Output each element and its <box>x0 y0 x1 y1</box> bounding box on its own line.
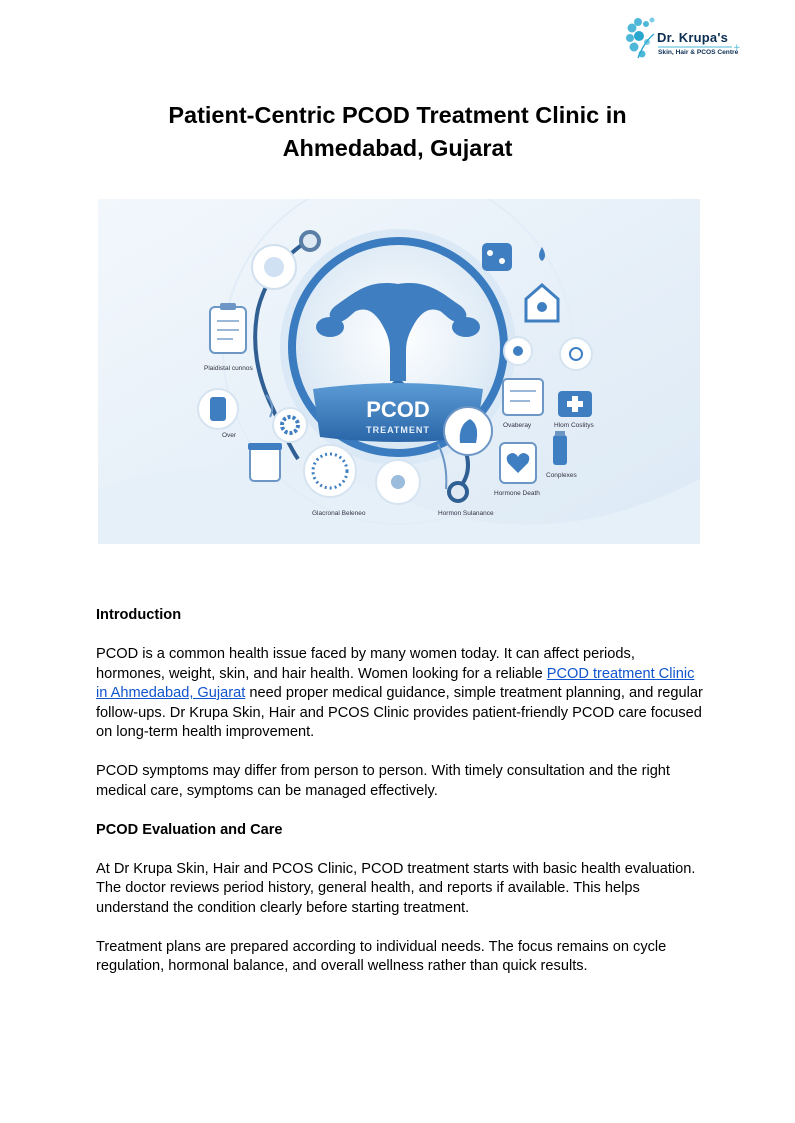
first-aid-kit-icon <box>558 391 592 417</box>
clipboard-icon <box>210 303 246 353</box>
hand-care-icon <box>376 460 420 504</box>
badge-sub-text: TREATMENT <box>366 425 430 435</box>
chart-circle-icon <box>252 245 296 289</box>
title-line-1: Patient-Centric PCOD Treatment Clinic in <box>168 102 627 128</box>
intro-paragraph-1 <box>96 645 706 743</box>
evaluation-paragraph-2: Treatment plans are prepared according to individual needs. The focus remains on cycle regulation, hormonal balance, and overall wellness rather than quick results. <box>96 938 667 974</box>
page-title <box>96 99 699 165</box>
intro-heading: Introduction <box>96 607 182 623</box>
clinic-logo <box>624 14 746 64</box>
label-left2: Over <box>222 432 237 439</box>
medicine-bottle-icon <box>198 389 238 429</box>
label-right2: Hlom Coslitys <box>554 422 594 429</box>
woman-profile-icon <box>444 407 492 455</box>
badge-main-text: PCOD <box>366 397 430 422</box>
evaluation-heading: PCOD Evaluation and Care <box>96 821 283 838</box>
label-left1: Plaidistal cunnos <box>204 365 253 372</box>
title-line-2: Ahmedabad, Gujarat <box>282 135 513 161</box>
article-body <box>96 606 706 996</box>
hormone-chart-icon <box>304 445 356 497</box>
label-right3: Hormone Death <box>494 490 540 497</box>
ovary-circle-icon <box>504 337 532 365</box>
pcod-clinic-link[interactable]: PCOD treatment Clinic in Ahmedabad, Gujarat <box>96 665 695 701</box>
label-bottom-mid: Hormon Sulanance <box>438 510 494 517</box>
label-bottom-left: Glacronal Beleneo <box>312 510 366 517</box>
intro-p1-text-before: PCOD is a common health issue faced by many women today. It can affect periods, hormones, weight, skin, and hair health. Women looking for a reliable <box>96 646 635 682</box>
evaluation-paragraph-1: At Dr Krupa Skin, Hair and PCOS Clinic, PCOD treatment starts with basic health evaluation. The doctor reviews period history, general health, and reports if available. This helps understand the condition clearly before starting treatment. <box>96 860 696 916</box>
heart-bag-icon <box>500 443 536 483</box>
label-right4: Conplexes <box>546 472 577 479</box>
pill-jar-icon <box>248 443 282 481</box>
logo-tagline: Skin, Hair & PCOS Centre <box>658 49 739 56</box>
pcod-treatment-illustration <box>98 199 700 544</box>
target-icon <box>560 338 592 370</box>
logo-name: Dr. Krupa's <box>657 30 729 45</box>
dna-icon <box>482 243 512 271</box>
label-right1: Ovaberay <box>503 422 532 429</box>
intro-p1-text-after: need proper medical guidance, simple treatment planning, and regular follow-ups. Dr Krupa Skin, Hair and PCOS Clinic provides patient-friendly PCOD care focused on long-term health improvement. <box>96 685 703 740</box>
checklist-icon <box>503 379 543 415</box>
gear-icon <box>273 408 307 442</box>
medicine-vial-icon <box>553 431 567 465</box>
intro-paragraph-2: PCOD symptoms may differ from person to person. With timely consultation and the right medical care, symptoms can be managed effectively. <box>96 763 670 799</box>
svg-text:+: + <box>733 43 741 53</box>
